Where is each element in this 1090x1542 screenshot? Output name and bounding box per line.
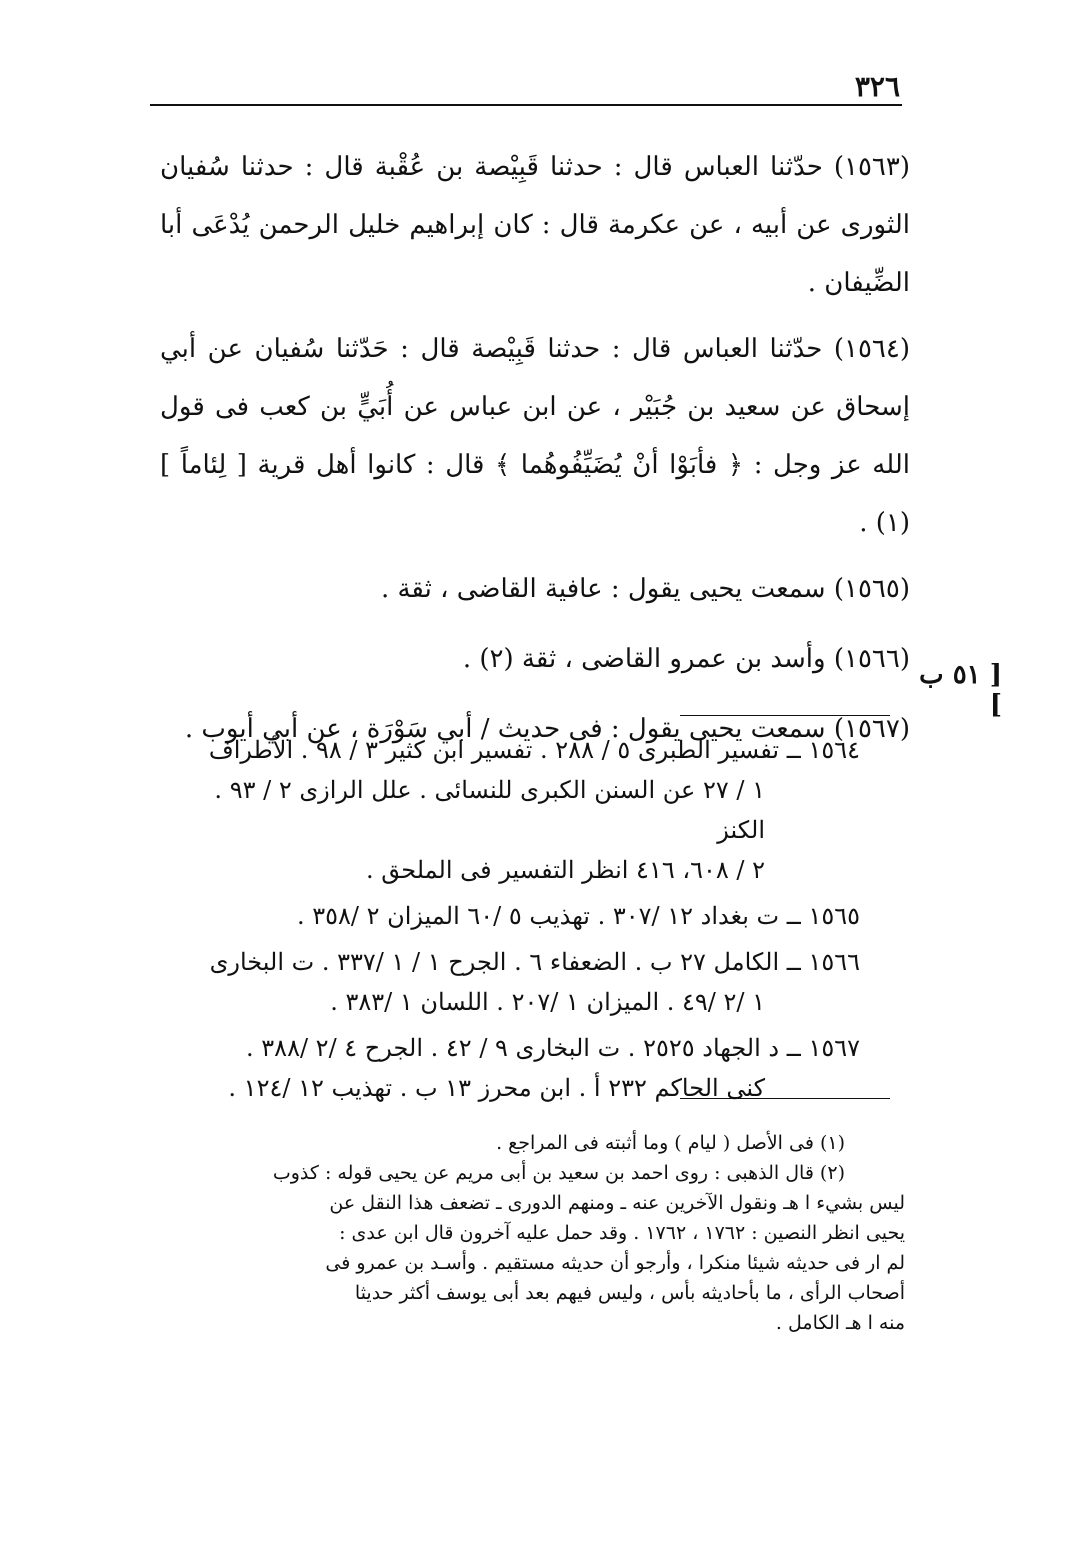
hadith-1563: (١٥٦٣) حدّثنا العباس قال : حدثنا قَبِيْصة بن عُقْبة قال : حدثنا سُفيان الثورى عن أبيه ، عن عكرمة قال : كان إبراهيم خليل الرحمن يُدْعَى أبا الضِّيفان . xyxy=(160,152,910,298)
reference-line: ١٥٦٦ ــ الكامل ٢٧ ب . الضعفاء ٦ . الجرح ١ / ١ /٣٣٧ . ت البخارى xyxy=(209,948,860,976)
reference-line: ١٥٦٥ ــ ت بغداد ١٢ /٣٠٧ . تهذيب ٥ /٦٠ الميزان ٢ /٣٥٨ . xyxy=(296,902,860,930)
reference-line: ١ /٢ /٤٩ . الميزان ١ /٢٠٧ . اللسان ١ /٣٨٣ . xyxy=(330,988,765,1016)
references xyxy=(160,730,860,1114)
references-rule xyxy=(680,715,890,716)
reference-line: ١٥٦٤ ــ تفسير الطبرى ٥ / ٢٨٨ . تفسير ابن كثير ٣ / ٩٨ . الأطراف xyxy=(208,736,860,764)
footnotes xyxy=(160,1128,905,1338)
footnote-2-cont: أصحاب الرأى ، ما بأحاديثه بأس ، وليس فيهم بعد أبى يوسف أكثر حديثا xyxy=(354,1282,905,1304)
footnote-2: (٢) قال الذهبى : روى احمد بن سعيد بن أبى مريم عن يحيى قوله : كذوب xyxy=(272,1162,845,1184)
reference-1565 xyxy=(160,896,860,936)
header-rule xyxy=(150,104,902,106)
footnotes-rule xyxy=(680,1098,890,1099)
reference-line: ١ / ٢٧ عن السنن الكبرى للنسائى . علل الرازى ٢ / ٩٣ . الكنز xyxy=(214,776,765,844)
footnote-2-cont: ليس بشيء ا هـ ونقول الآخرين عنه ـ ومنهم الدورى ـ تضعف هذا النقل عن xyxy=(329,1192,905,1214)
footnote-2-cont: لم ار فى حديثه شيئا منكرا ، وأرجو أن حديثه مستقيم . وأسـد بن عمرو فى xyxy=(325,1252,905,1274)
hadith-1565: (١٥٦٥) سمعت يحيى يقول : عافية القاضى ، ثقة . xyxy=(380,574,910,604)
hadith-1566: (١٥٦٦) وأسد بن عمرو القاضى ، ثقة (٢) . xyxy=(462,644,910,674)
footnote-2-cont: يحيى انظر النصين : ١٧٦٢ ، ١٧٦٢ . وقد حمل عليه آخرون قال ابن عدى : xyxy=(339,1222,905,1244)
reference-line: ٢ / ٦٠٨، ٤١٦ انظر التفسير فى الملحق . xyxy=(365,856,765,884)
hadith-1567: (١٥٦٧) سمعت يحيى يقول : فى حديث / أبي سَوْرَة ، عن أبي أيوب . xyxy=(184,714,910,744)
hadith-1564: (١٥٦٤) حدّثنا العباس قال : حدثنا قَبِيْصة قال : حَدّثنا سُفيان عن أبي إسحاق عن سعيد بن جُبَيْر ، عن ابن عباس عن أُبَيٍّ بن كعب فى قول الله عز وجل : ﴿ فأبَوْا أنْ يُضَيِّفُوهُما ﴾ قال : كانوا أهل قرية [ لِئاماً ] (١) . xyxy=(160,334,910,538)
reference-line: كنى الحاكم ٢٣٢ أ . ابن محرز ١٣ ب . تهذيب ١٢ /١٢٤ . xyxy=(228,1074,765,1102)
margin-folio-note: [ ٥١ ب ] xyxy=(919,660,1002,720)
reference-1567 xyxy=(160,1028,860,1108)
reference-line: ١٥٦٧ ــ د الجهاد ٢٥٢٥ . ت البخارى ٩ / ٤٢ . الجرح ٤ /٢ /٣٨٨ . xyxy=(246,1034,860,1062)
page-number: ٣٢٦ xyxy=(854,70,900,103)
footnote-1: (١) فى الأصل ( ليام ) وما أثبته فى المراجع . xyxy=(496,1132,845,1154)
footnote-2-cont: منه ا هـ الكامل . xyxy=(775,1312,905,1334)
reference-1564 xyxy=(160,730,860,890)
reference-1566 xyxy=(160,942,860,1022)
main-text xyxy=(160,138,910,770)
